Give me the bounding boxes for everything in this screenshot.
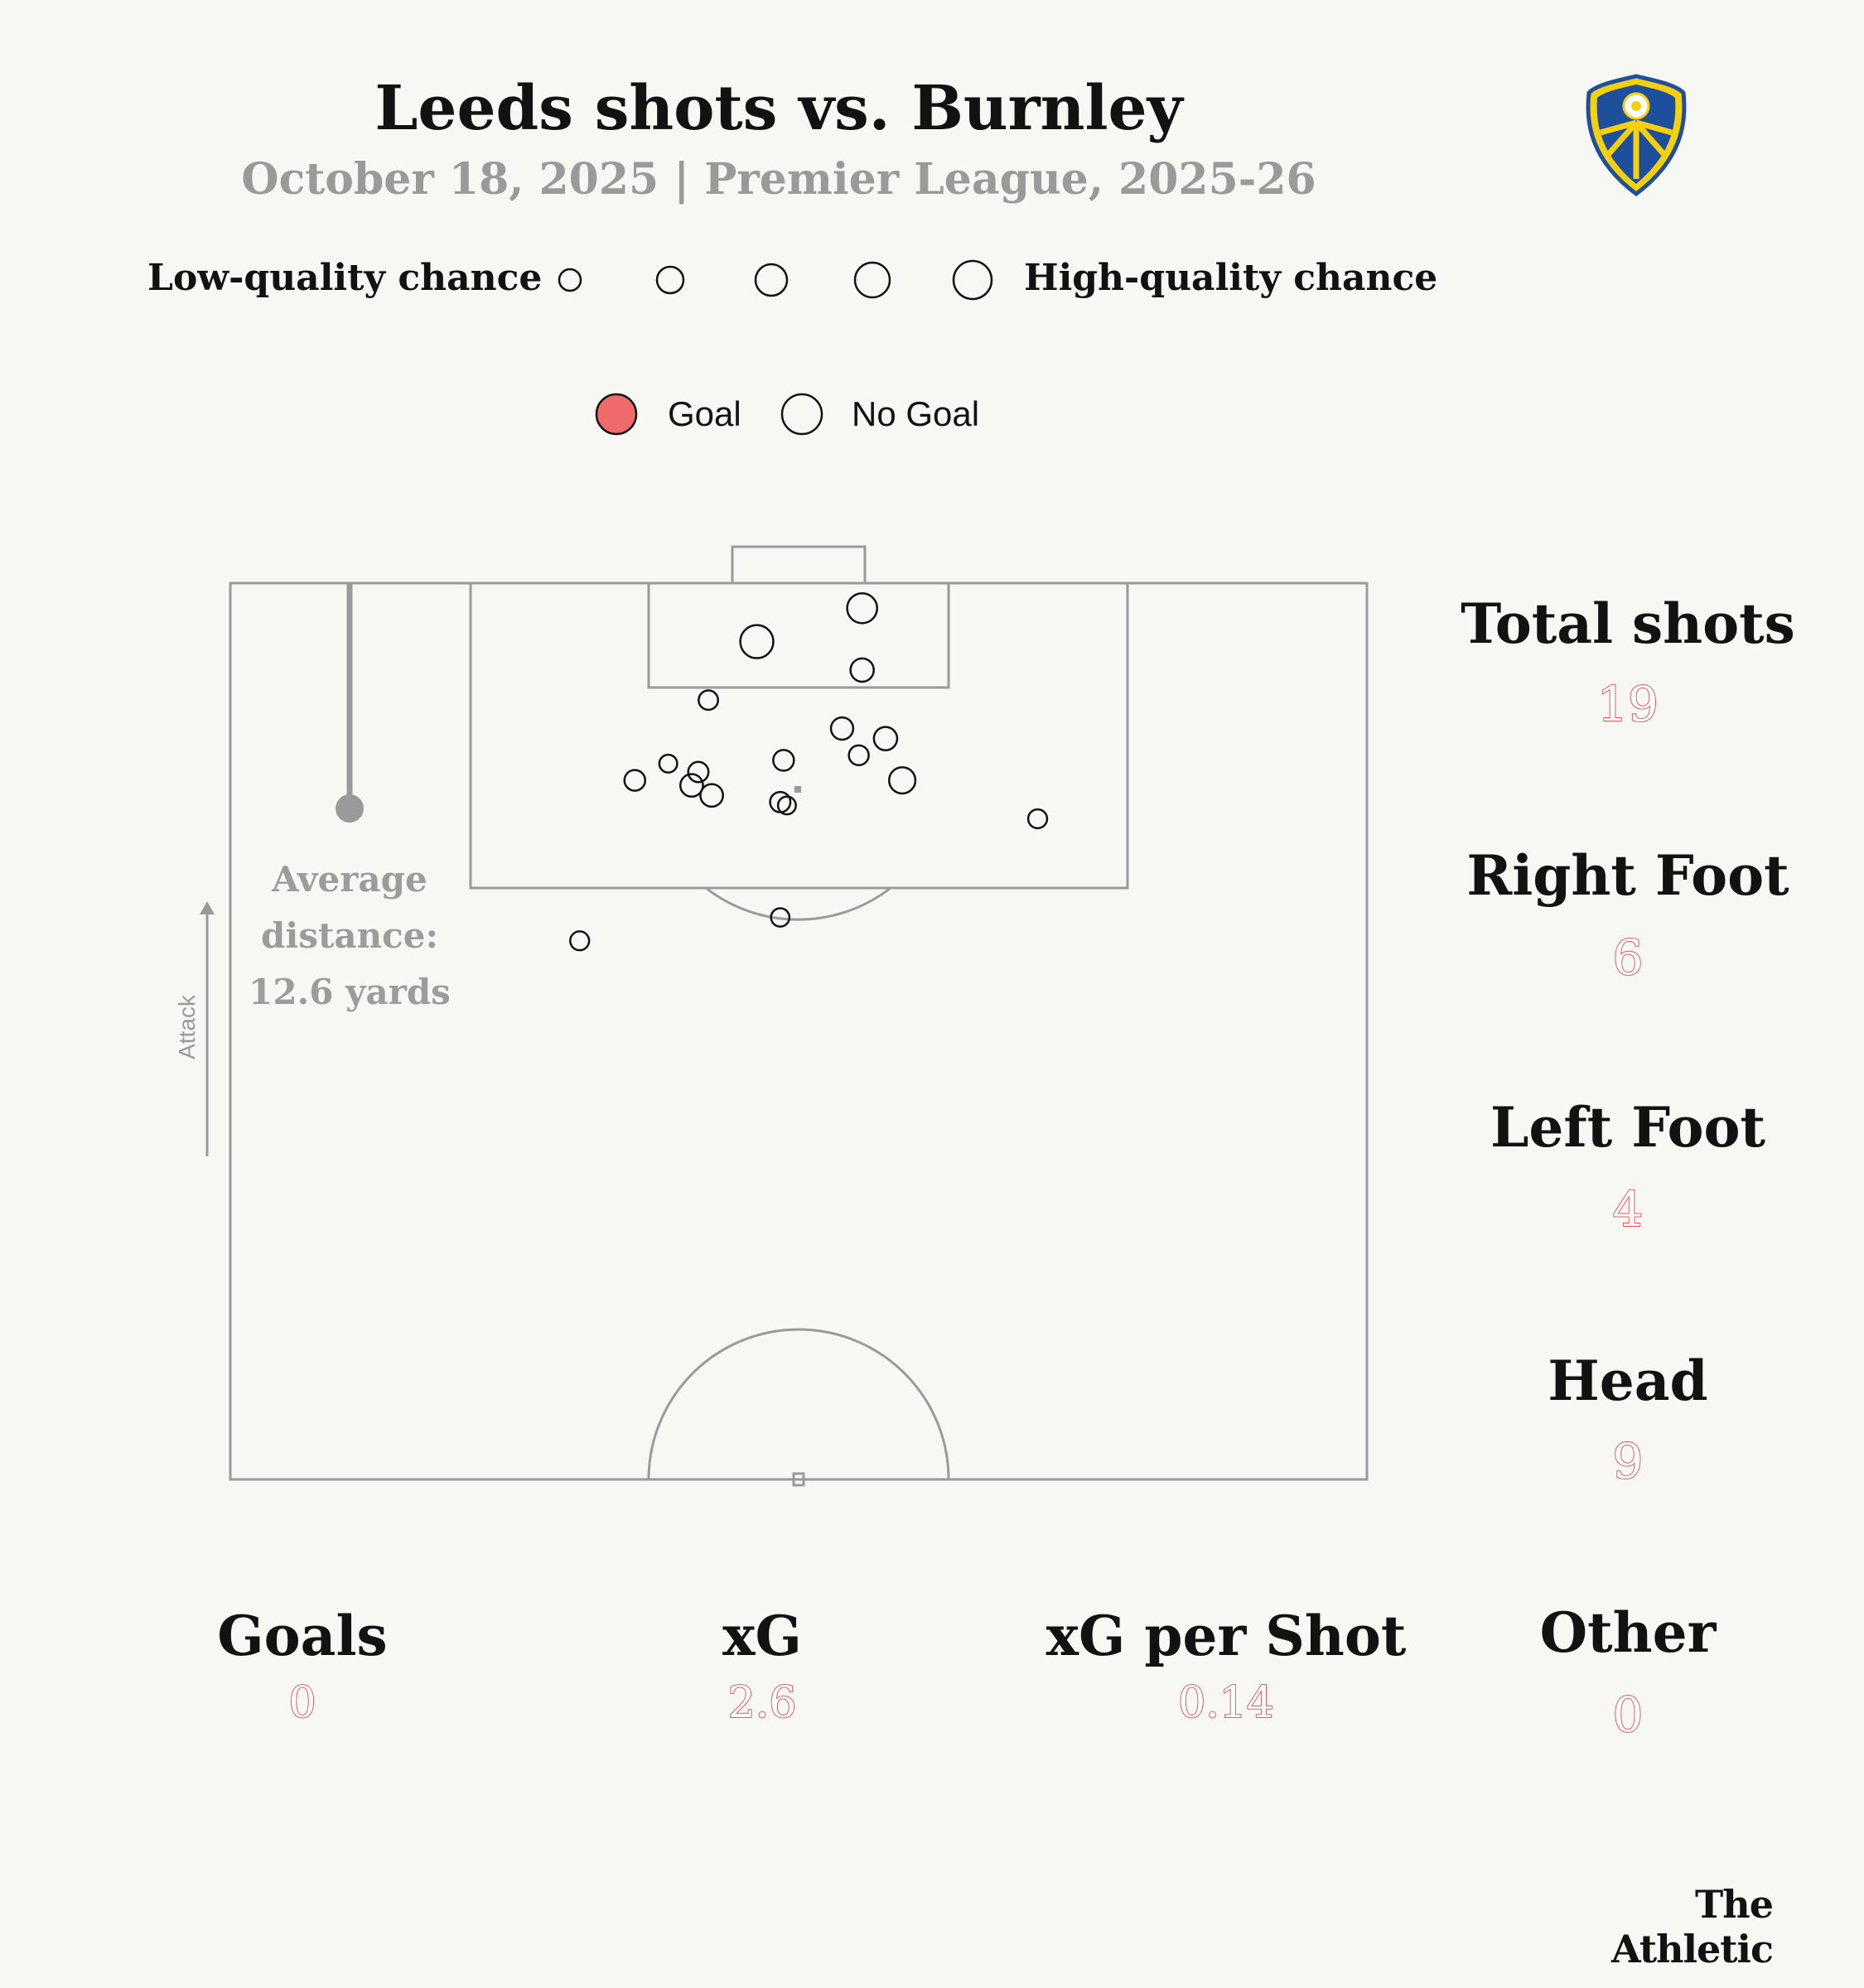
shot-marker-3: [851, 659, 874, 682]
shots-layer: [570, 593, 1047, 950]
shot-marker-1: [847, 593, 877, 623]
no-goal-legend-label: No Goal: [852, 394, 980, 433]
penalty-spot: [794, 786, 801, 793]
six-yard-box: [649, 583, 949, 688]
shot-marker-16: [778, 797, 796, 815]
stat-right-foot-label: Right Foot: [1466, 843, 1789, 908]
stat-xg-label: xG: [722, 1604, 802, 1668]
stat-other-value: 0: [1612, 1686, 1644, 1743]
goal-frame: [732, 547, 865, 583]
shot-marker-14: [700, 784, 722, 807]
attack-label: Attack: [174, 995, 200, 1059]
shot-marker-5: [831, 717, 853, 740]
avg-distance-line-3: 12.6 yards: [249, 972, 451, 1012]
shot-marker-13: [680, 774, 703, 796]
shot-marker-8: [773, 750, 794, 770]
stat-total-shots-label: Total shots: [1461, 591, 1795, 656]
avg-distance-label: [234, 852, 466, 1021]
stat-xg-per-shot-value: 0.14: [1178, 1678, 1274, 1728]
penalty-arc: [706, 888, 891, 919]
stat-goals-label: Goals: [217, 1604, 388, 1668]
stat-total-shots-value: 19: [1597, 676, 1659, 732]
shot-marker-15: [770, 792, 790, 812]
shot-marker-10: [688, 762, 708, 782]
shot-marker-4: [698, 691, 717, 710]
shot-marker-9: [659, 755, 678, 773]
shot-marker-7: [849, 746, 869, 765]
avg-distance-line-1: Average: [272, 859, 427, 900]
shot-marker-17: [1028, 809, 1047, 828]
shot-marker-11: [625, 770, 645, 791]
shot-marker-12: [889, 767, 915, 794]
stat-xg-value: 2.6: [727, 1678, 797, 1728]
stat-left-foot-value: 4: [1612, 1181, 1644, 1238]
stat-xg-per-shot-label: xG per Shot: [1045, 1604, 1407, 1668]
avg-distance-line-2: distance:: [261, 915, 438, 956]
chart-title: Leeds shots vs. Burnley: [374, 73, 1183, 144]
center-circle: [649, 1329, 949, 1479]
goal-legend-label: Goal: [668, 394, 741, 433]
penalty-box: [471, 583, 1128, 888]
stat-left-foot-label: Left Foot: [1490, 1095, 1766, 1160]
pitch-outline: [230, 583, 1367, 1479]
shot-marker-19: [570, 931, 589, 950]
stat-goals-value: 0: [288, 1678, 316, 1728]
stat-head-value: 9: [1612, 1433, 1644, 1489]
the-athletic-logo: The Athletic: [1610, 1882, 1773, 1971]
shot-marker-6: [874, 727, 897, 750]
stat-right-foot-value: 6: [1612, 929, 1644, 986]
legend-low-quality-label: Low-quality chance: [147, 257, 543, 299]
stat-other-label: Other: [1539, 1600, 1717, 1665]
stat-head-label: Head: [1548, 1349, 1708, 1413]
avg-distance-marker: [336, 794, 364, 823]
chart-subtitle: October 18, 2025 | Premier League, 2025-26: [241, 154, 1316, 205]
shot-marker-2: [741, 625, 774, 659]
legend-high-quality-label: High-quality chance: [1024, 257, 1438, 299]
attack-arrow-head: [200, 901, 215, 914]
